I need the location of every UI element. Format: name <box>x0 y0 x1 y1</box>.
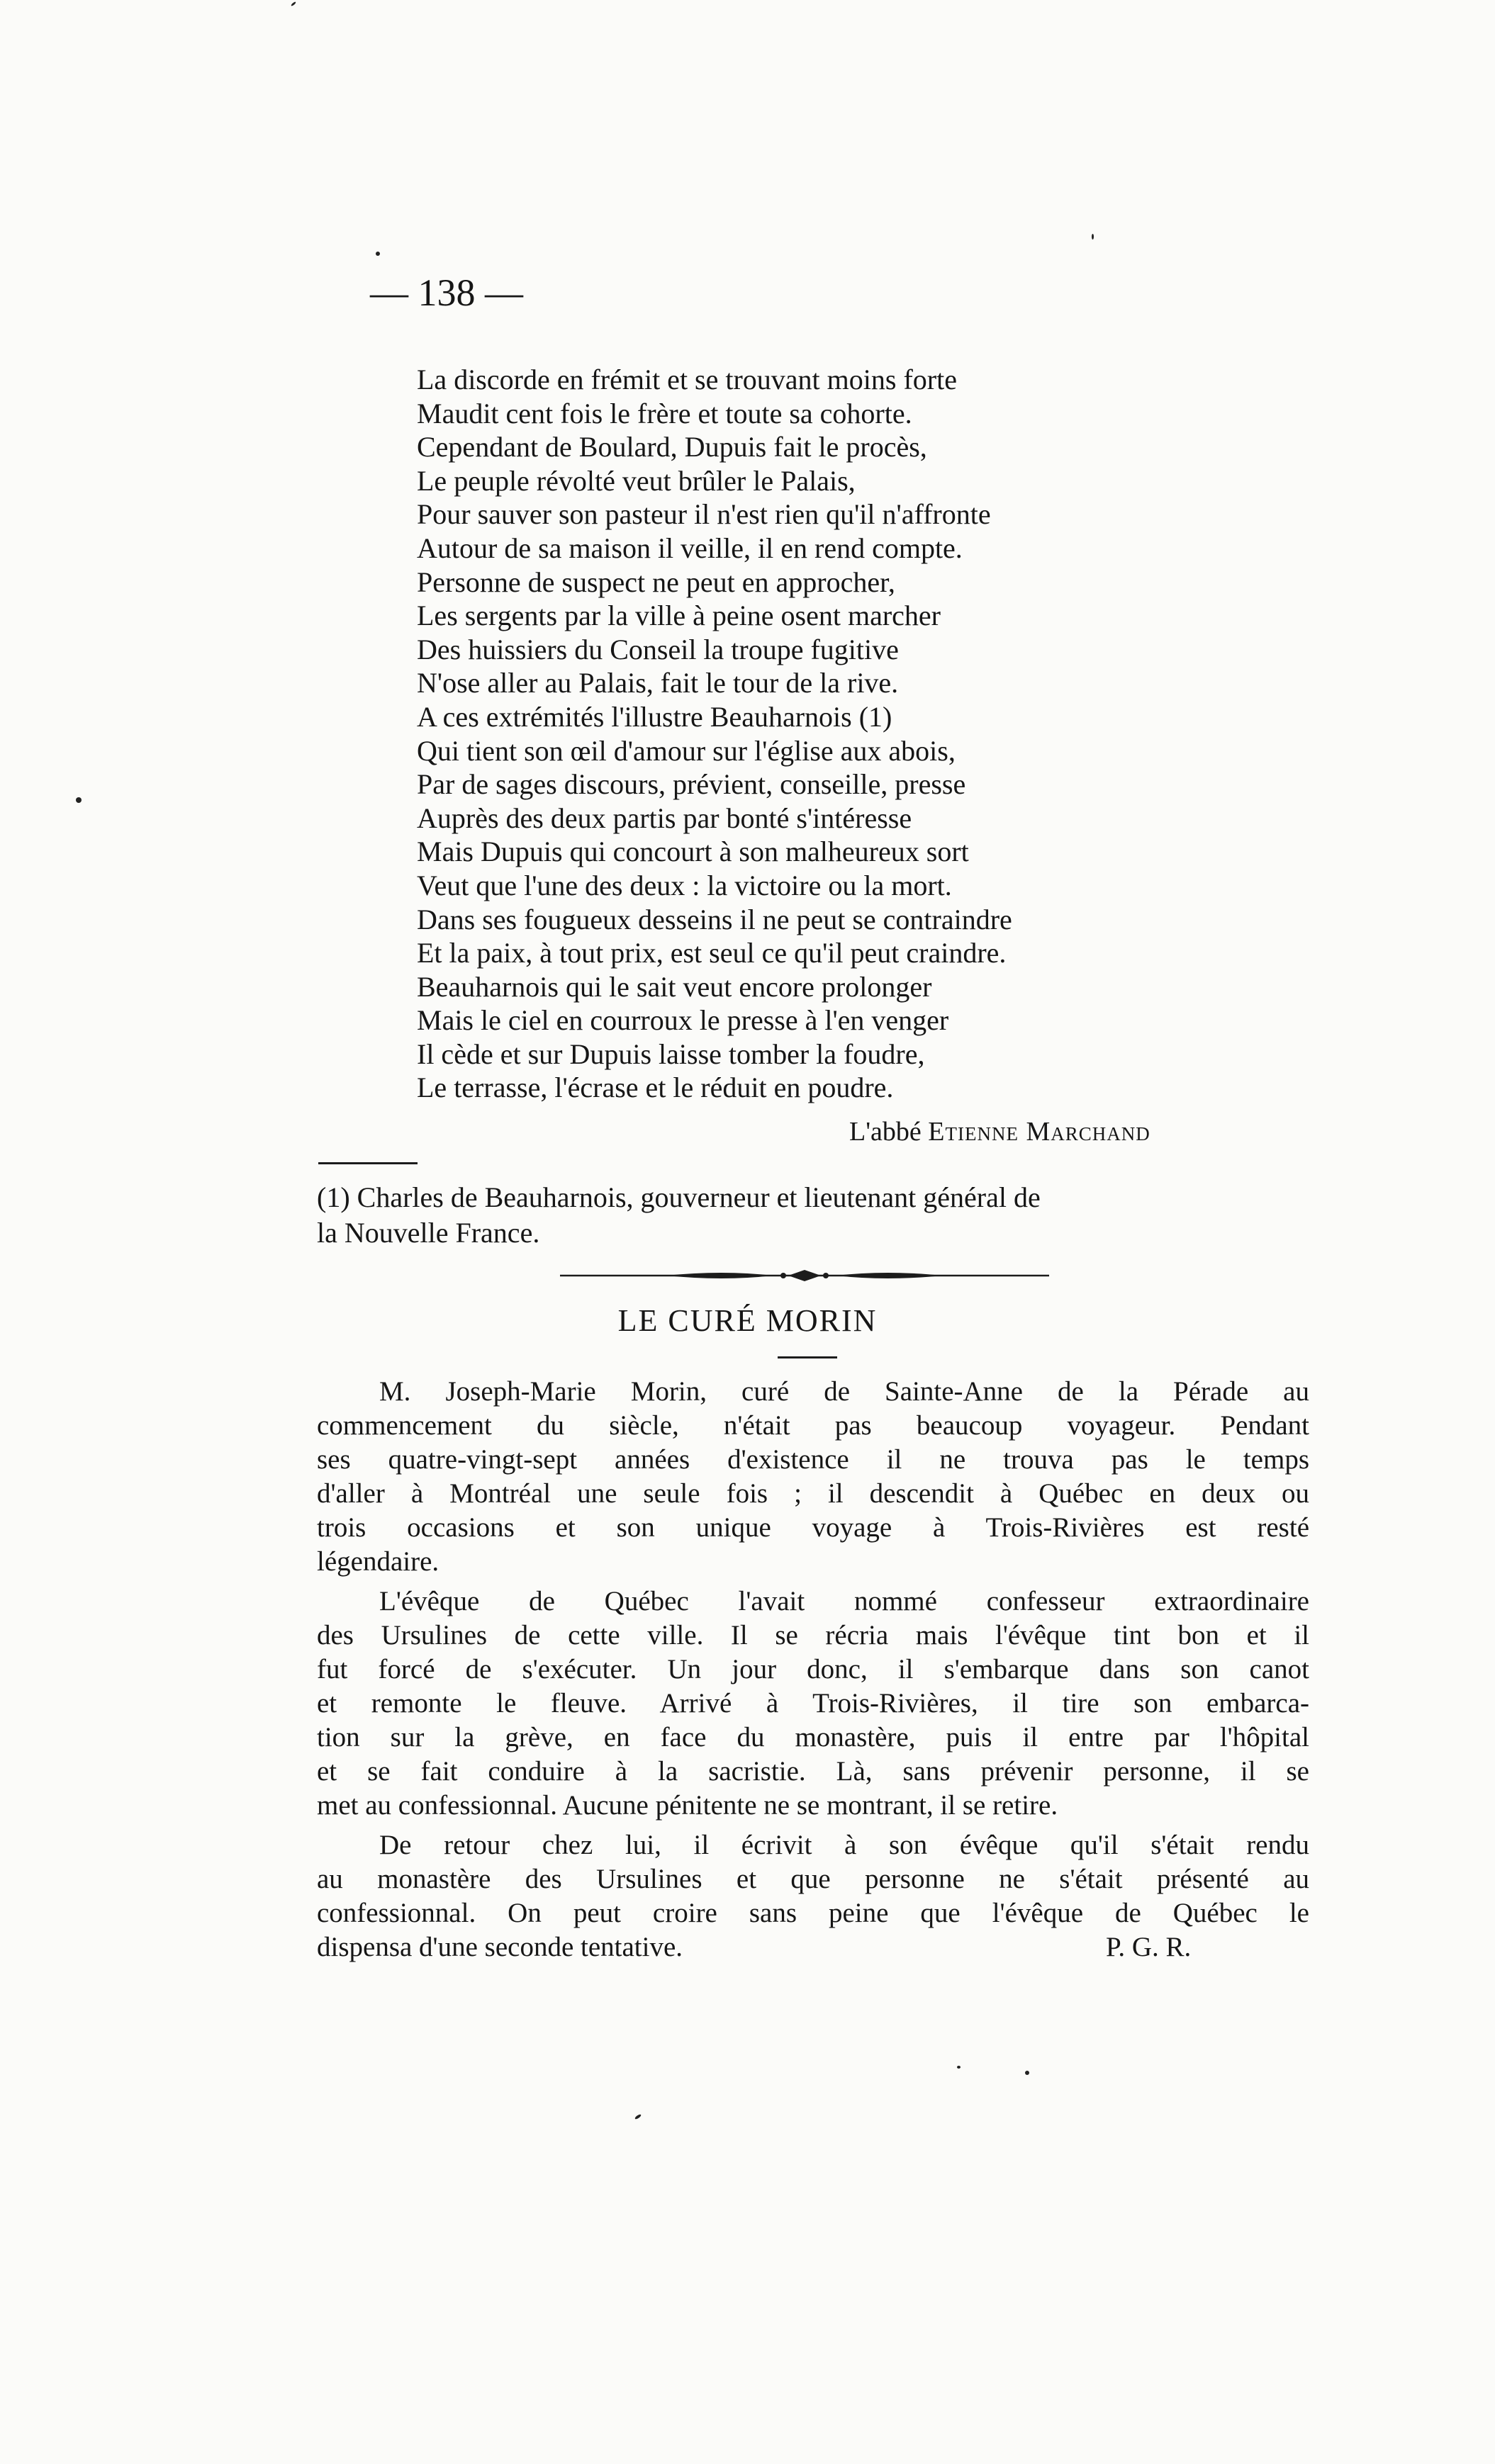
paragraph-line: met au confessionnal. Aucune pénitente ne se montrant, il se retire. <box>317 1790 1058 1821</box>
poem-line: La discorde en frémit et se trouvant moins forte <box>417 364 957 395</box>
poem-line: Mais le ciel en courroux le presse à l'en venger <box>417 1004 949 1037</box>
signature-author-name: Etienne Marchand <box>928 1117 1150 1147</box>
paragraph-line: M. Joseph-Marie Morin, curé de Sainte-Anne de la Pérade au <box>379 1376 1309 1407</box>
page-number: — 138 — <box>370 271 523 314</box>
poem-line: A ces extrémités l'illustre Beauharnois (1) <box>417 700 892 733</box>
poem-line: N'ose aller au Palais, fait le tour de la rive. <box>417 667 899 699</box>
poem-line: Beauharnois qui le sait veut encore prolonger <box>417 970 932 1003</box>
section-title: LE CURÉ MORIN <box>617 1303 878 1338</box>
footnote-line: (1) Charles de Beauharnois, gouverneur et lieutenant général de <box>317 1181 1041 1213</box>
poem-line: Auprès des deux partis par bonté s'intéresse <box>417 801 912 834</box>
footnote <box>317 1180 1309 1251</box>
paragraph-line: tion sur la grève, en face du monastère, puis il entre par l'hôpital <box>317 1722 1309 1753</box>
paragraph-line: et se fait conduire à la sacristie. Là, sans prévenir personne, il se <box>317 1756 1309 1787</box>
poem-line: Les sergents par la ville à peine osent marcher <box>417 600 941 632</box>
paragraph <box>317 1828 1309 1964</box>
paragraph-line: commencement du siècle, n'était pas beaucoup voyageur. Pendant <box>317 1410 1309 1441</box>
paragraph <box>317 1375 1309 1579</box>
print-speck <box>376 252 380 256</box>
poem-line: Et la paix, à tout prix, est seul ce qu'il peut craindre. <box>417 937 1007 969</box>
poem-line: Pour sauver son pasteur il n'est rien qu'il n'affronte <box>417 498 991 531</box>
poem-line: Personne de suspect ne peut en approcher, <box>417 566 895 598</box>
poem-line: Maudit cent fois le frère et toute sa cohorte. <box>417 397 912 429</box>
poem-signature <box>849 1116 1150 1147</box>
poem-line: Par de sages discours, prévient, conseille, presse <box>417 768 966 801</box>
print-speck <box>1025 2071 1029 2075</box>
poem-line: Cependant de Boulard, Dupuis fait le procès, <box>417 431 927 463</box>
poem <box>417 363 1232 1105</box>
paragraph-text: dispensa d'une seconde tentative. <box>317 1932 683 1962</box>
print-speck <box>1092 234 1094 240</box>
paragraph-line: d'aller à Montréal une seule fois ; il descendit à Québec en deux ou <box>317 1478 1309 1509</box>
print-speck <box>634 2113 642 2120</box>
print-speck <box>76 797 82 803</box>
paragraph <box>317 1585 1309 1823</box>
paragraph-line <box>317 1930 1309 1964</box>
paragraph-line: des Ursulines de cette ville. Il se récria mais l'évêque tint bon et il <box>317 1620 1309 1650</box>
title-underline <box>778 1356 837 1358</box>
footnote-line: la Nouvelle France. <box>317 1217 540 1249</box>
ornamental-divider <box>560 1268 1049 1283</box>
paragraph-line: légendaire. <box>317 1546 439 1577</box>
print-speck <box>957 2066 961 2069</box>
poem-line: Le peuple révolté veut brûler le Palais, <box>417 464 856 497</box>
paragraph-line: et remonte le fleuve. Arrivé à Trois-Rivières, il tire son embarca- <box>317 1688 1309 1718</box>
poem-line: Des huissiers du Conseil la troupe fugitive <box>417 633 899 665</box>
paragraph-line: fut forcé de s'exécuter. Un jour donc, il s'embarque dans son canot <box>317 1654 1309 1684</box>
signature-prefix: L'abbé <box>849 1117 929 1147</box>
paragraph-line: au monastère des Ursulines et que personne ne s'était présenté au <box>317 1864 1309 1894</box>
paragraph-line: ses quatre-vingt-sept années d'existence il ne trouva pas le temps <box>317 1444 1309 1475</box>
paragraph-line: confessionnal. On peut croire sans peine que l'évêque de Québec le <box>317 1898 1309 1928</box>
poem-line: Autour de sa maison il veille, il en rend compte. <box>417 531 963 564</box>
poem-line: Le terrasse, l'écrase et le réduit en poudre. <box>417 1071 894 1104</box>
footnote-rule <box>318 1162 418 1164</box>
poem-line: Dans ses fougueux desseins il ne peut se contraindre <box>417 903 1012 935</box>
prose-body <box>317 1375 1309 1964</box>
paragraph-line: L'évêque de Québec l'avait nommé confesseur extraordinaire <box>379 1586 1309 1616</box>
print-speck <box>291 1 296 6</box>
paragraph-line: trois occasions et son unique voyage à Trois-Rivières est resté <box>317 1512 1309 1543</box>
poem-line: Il cède et sur Dupuis laisse tomber la foudre, <box>417 1037 925 1070</box>
poem-line: Qui tient son œil d'amour sur l'église aux abois, <box>417 734 956 767</box>
poem-line: Mais Dupuis qui concourt à son malheureux sort <box>417 836 969 868</box>
poem-line: Veut que l'une des deux : la victoire ou la mort. <box>417 869 952 901</box>
author-initials: P. G. R. <box>1106 1932 1192 1962</box>
paragraph-line: De retour chez lui, il écrivit à son évêque qu'il s'était rendu <box>379 1830 1309 1860</box>
